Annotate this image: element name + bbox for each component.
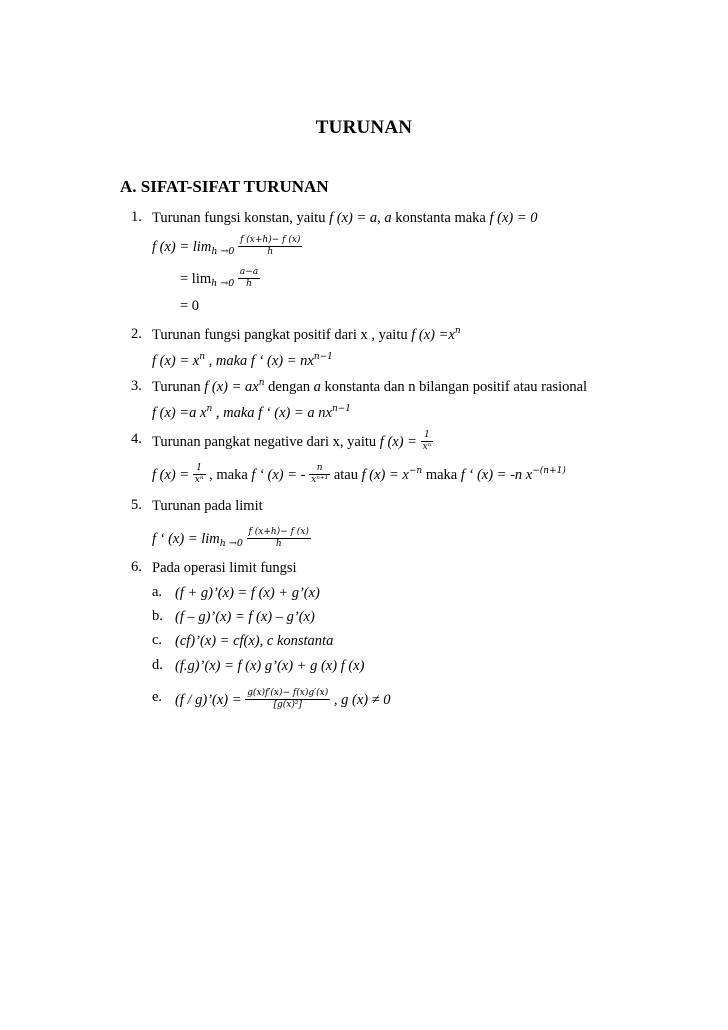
- fraction: [193, 463, 206, 486]
- item-4-statement: [152, 431, 433, 454]
- item-3-formula-line: [152, 404, 351, 422]
- formula-result: f (x) = 0: [489, 210, 538, 226]
- item-text: konstanta dan n bilangan positif atau rasional: [320, 379, 588, 395]
- item-1-statement: [152, 209, 538, 227]
- sub-item-letter: d.: [152, 657, 163, 673]
- sub-item-b: [175, 608, 315, 626]
- item-5-formula-line: [152, 528, 311, 551]
- sub-item-letter: c.: [152, 632, 163, 648]
- fraction-numerator: f (x+h)− f (x): [240, 235, 301, 245]
- formula: , g (x) ≠ 0: [330, 691, 391, 708]
- item-number: 1.: [131, 209, 142, 225]
- formula: f (x) =: [152, 466, 193, 483]
- fraction: [238, 267, 260, 290]
- formula: (f – g)’(x) = f (x) – g’(x): [175, 609, 315, 625]
- fraction-numerator: g(x)f′(x)− f(x)g′(x): [247, 688, 329, 698]
- formula: f (x) = x: [152, 353, 200, 369]
- fraction-numerator: n: [309, 463, 330, 475]
- formula: f ‘ (x) = -n x: [460, 466, 533, 483]
- item-2-formula-line: [152, 352, 333, 370]
- item-text: konstanta maka: [391, 210, 490, 226]
- section-heading: A. SIFAT-SIFAT TURUNAN: [120, 177, 329, 196]
- exponent: −(n+1): [532, 465, 566, 476]
- exponent: n: [258, 378, 265, 388]
- item-1-derivation-line-2: [180, 268, 260, 291]
- document-title: TURUNAN: [315, 117, 413, 138]
- item-text: maka: [422, 466, 461, 483]
- item-number: 6.: [131, 559, 142, 575]
- fraction-denominator: xⁿ⁺¹: [311, 475, 329, 485]
- sub-item-a: [175, 584, 320, 602]
- item-4-formula-line: [152, 464, 566, 487]
- formula: (f / g)’(x) =: [175, 691, 246, 708]
- formula: f (x) = lim: [152, 238, 212, 255]
- exponent: n: [206, 404, 213, 414]
- fraction: [238, 235, 302, 258]
- fraction-denominator: [g(x)²]: [273, 700, 302, 710]
- item-1-derivation-line-1: [152, 236, 302, 259]
- item-6-statement: Pada operasi limit fungsi: [152, 560, 297, 576]
- formula: , maka f ‘ (x) = nx: [205, 353, 314, 369]
- formula: f (x) =: [379, 433, 421, 450]
- sub-item-letter: b.: [152, 608, 163, 624]
- limit-subscript: h →0: [219, 537, 243, 549]
- item-number: 2.: [131, 326, 142, 342]
- exponent: n−1: [313, 352, 333, 362]
- item-text: , maka: [205, 466, 252, 483]
- fraction: [247, 527, 311, 550]
- sub-item-letter: e.: [152, 689, 163, 705]
- formula: f ‘ (x) = -: [251, 466, 310, 483]
- formula: , maka f ‘ (x) = a nx: [212, 405, 332, 421]
- fraction-denominator: h: [267, 247, 274, 257]
- item-number: 5.: [131, 497, 142, 513]
- item-text: Turunan fungsi pangkat positif dari x , yaitu: [152, 327, 412, 343]
- exponent: n: [454, 326, 461, 336]
- formula: f (x) = a, a: [329, 210, 392, 226]
- fraction-denominator: xⁿ: [422, 442, 432, 452]
- item-number: 3.: [131, 378, 142, 394]
- fraction: [421, 430, 434, 453]
- sub-item-c: [175, 632, 333, 650]
- formula: (cf)’(x) = cf(x), c konstanta: [175, 633, 334, 649]
- fraction: [245, 688, 330, 711]
- item-number: 4.: [131, 431, 142, 447]
- item-2-statement: [152, 326, 461, 344]
- item-text: Turunan fungsi konstan, yaitu: [152, 210, 330, 226]
- item-text: Turunan: [152, 379, 205, 395]
- item-1-derivation-line-3: = 0: [180, 298, 200, 314]
- sub-item-d: [175, 657, 364, 675]
- formula: f (x) = x: [361, 466, 409, 483]
- fraction-numerator: f (x+h)− f (x): [248, 527, 309, 537]
- item-text: dengan: [264, 379, 314, 395]
- formula: f (x) =a x: [152, 405, 207, 421]
- fraction-numerator: a−a: [239, 267, 259, 277]
- item-5-statement: Turunan pada limit: [152, 498, 263, 514]
- exponent: n−1: [331, 404, 352, 414]
- formula: (f + g)’(x) = f (x) + g’(x): [175, 585, 320, 601]
- exponent: n: [199, 352, 206, 362]
- formula: (f.g)’(x) = f (x) g’(x) + g (x) f (x): [175, 658, 365, 674]
- item-3-statement: [152, 378, 587, 396]
- fraction-denominator: h: [275, 539, 282, 549]
- formula: = lim: [180, 270, 212, 287]
- fraction-denominator: h: [246, 279, 252, 289]
- exponent: −n: [408, 465, 423, 476]
- sub-item-letter: a.: [152, 584, 163, 600]
- fraction-denominator: xⁿ: [194, 475, 204, 485]
- formula: f (x) =x: [411, 327, 455, 343]
- item-text: Turunan pangkat negative dari x, yaitu: [152, 433, 380, 450]
- variable: a: [313, 379, 321, 395]
- formula: f ‘ (x) = lim: [152, 530, 220, 547]
- fraction: [309, 463, 330, 486]
- fraction-numerator: 1: [193, 463, 206, 475]
- item-text: atau: [330, 466, 362, 483]
- limit-subscript: h →0: [211, 245, 235, 257]
- sub-item-e: [175, 689, 391, 712]
- limit-subscript: h →0: [211, 277, 235, 289]
- fraction-numerator: 1: [421, 430, 434, 442]
- formula: f (x) = ax: [204, 379, 259, 395]
